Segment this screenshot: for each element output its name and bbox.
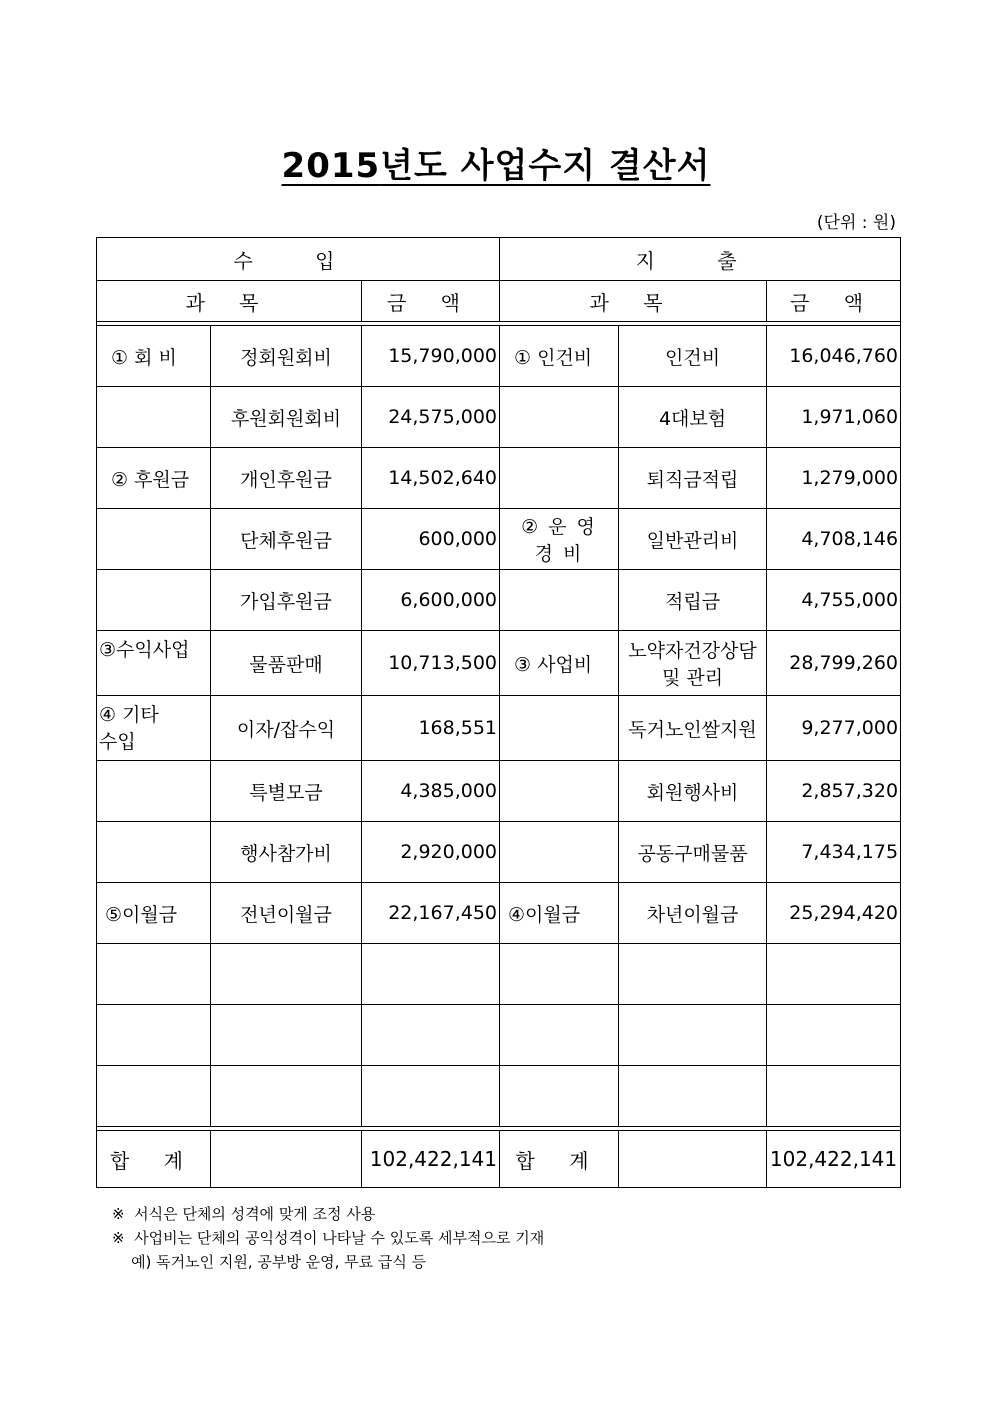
expense-category xyxy=(500,448,619,509)
table-row xyxy=(97,883,901,944)
expense-amount xyxy=(767,944,901,1005)
income-amount: 10,713,500 xyxy=(362,631,500,696)
expense-item xyxy=(619,944,767,1005)
income-item: 특별모금 xyxy=(211,761,362,822)
income-amount: 600,000 xyxy=(362,509,500,570)
title-text: 년도 사업수지 결산서 xyxy=(380,146,711,186)
income-item: 단체후원금 xyxy=(211,509,362,570)
expense-item: 독거노인쌀지원 xyxy=(619,696,767,761)
expense-header: 지 출 xyxy=(500,238,901,281)
income-subject-header: 과 목 xyxy=(97,281,362,322)
income-item xyxy=(211,944,362,1005)
income-category xyxy=(97,570,211,631)
income-category: ⑤이월금 xyxy=(97,883,211,944)
income-amount: 24,575,000 xyxy=(362,387,500,448)
income-item: 물품판매 xyxy=(211,631,362,696)
expense-item: 노약자건강상담 및 관리 xyxy=(619,631,767,696)
income-amount: 2,920,000 xyxy=(362,822,500,883)
expense-category: ① 인건비 xyxy=(500,326,619,387)
expense-item: 회원행사비 xyxy=(619,761,767,822)
table-row xyxy=(97,761,901,822)
expense-subject-header: 과 목 xyxy=(500,281,767,322)
expense-item: 퇴직금적립 xyxy=(619,448,767,509)
table-row xyxy=(97,696,901,761)
expense-amount: 28,799,260 xyxy=(767,631,901,696)
expense-item: 4대보험 xyxy=(619,387,767,448)
table-row xyxy=(97,1005,901,1066)
expense-category xyxy=(500,387,619,448)
total-row xyxy=(97,1131,901,1188)
income-item: 행사참가비 xyxy=(211,822,362,883)
table-row xyxy=(97,1066,901,1127)
table-row xyxy=(97,448,901,509)
income-item xyxy=(211,1005,362,1066)
expense-total-label: 합 계 xyxy=(500,1131,619,1188)
income-total-blank xyxy=(211,1131,362,1188)
expense-item: 인건비 xyxy=(619,326,767,387)
expense-item: 적립금 xyxy=(619,570,767,631)
income-category xyxy=(97,387,211,448)
table-row xyxy=(97,631,901,696)
income-category xyxy=(97,509,211,570)
expense-amount: 25,294,420 xyxy=(767,883,901,944)
income-total-label: 합 계 xyxy=(97,1131,211,1188)
table-row xyxy=(97,822,901,883)
expense-category: ③ 사업비 xyxy=(500,631,619,696)
expense-category xyxy=(500,944,619,1005)
income-category xyxy=(97,1005,211,1066)
title-year: 2015 xyxy=(281,146,381,186)
income-header: 수 입 xyxy=(97,238,500,281)
expense-amount: 4,708,146 xyxy=(767,509,901,570)
expense-item xyxy=(619,1005,767,1066)
table-row xyxy=(97,509,901,570)
table-row xyxy=(97,944,901,1005)
expense-category xyxy=(500,570,619,631)
income-item: 이자/잡수익 xyxy=(211,696,362,761)
expense-category: ② 운 영 경 비 xyxy=(500,509,619,570)
income-item: 가입후원금 xyxy=(211,570,362,631)
income-amount xyxy=(362,1066,500,1127)
expense-amount: 4,755,000 xyxy=(767,570,901,631)
income-category xyxy=(97,761,211,822)
notes xyxy=(112,1202,544,1274)
expense-item: 일반관리비 xyxy=(619,509,767,570)
income-amount xyxy=(362,944,500,1005)
income-item: 후원회원회비 xyxy=(211,387,362,448)
expense-amount xyxy=(767,1066,901,1127)
expense-amount: 7,434,175 xyxy=(767,822,901,883)
income-item: 정회원회비 xyxy=(211,326,362,387)
income-amount: 168,551 xyxy=(362,696,500,761)
note-2: ※ 사업비는 단체의 공익성격이 나타날 수 있도록 세부적으로 기재 xyxy=(112,1229,545,1247)
table-body xyxy=(97,326,901,1127)
income-item: 개인후원금 xyxy=(211,448,362,509)
expense-total-blank xyxy=(619,1131,767,1188)
income-amount xyxy=(362,1005,500,1066)
settlement-table xyxy=(96,237,901,1188)
expense-category xyxy=(500,1005,619,1066)
income-category: ① 회 비 xyxy=(97,326,211,387)
income-amount-header: 금 액 xyxy=(362,281,500,322)
expense-category xyxy=(500,822,619,883)
expense-category xyxy=(500,1066,619,1127)
income-category: ④ 기타 수입 xyxy=(97,696,211,761)
income-amount: 14,502,640 xyxy=(362,448,500,509)
income-amount: 15,790,000 xyxy=(362,326,500,387)
expense-category xyxy=(500,696,619,761)
income-category: ③수익사업 xyxy=(97,631,211,696)
expense-item: 차년이월금 xyxy=(619,883,767,944)
income-category xyxy=(97,1066,211,1127)
income-item: 전년이월금 xyxy=(211,883,362,944)
note-1: ※ 서식은 단체의 성격에 맞게 조정 사용 xyxy=(112,1205,376,1223)
expense-amount: 1,971,060 xyxy=(767,387,901,448)
table-row xyxy=(97,387,901,448)
income-category: ② 후원금 xyxy=(97,448,211,509)
expense-category: ④이월금 xyxy=(500,883,619,944)
expense-category xyxy=(500,761,619,822)
page-title xyxy=(0,138,992,187)
expense-amount: 2,857,320 xyxy=(767,761,901,822)
expense-amount: 9,277,000 xyxy=(767,696,901,761)
table-row xyxy=(97,326,901,387)
expense-total-amount: 102,422,141 xyxy=(767,1131,901,1188)
unit-label: (단위 : 원) xyxy=(816,213,896,233)
expense-amount: 1,279,000 xyxy=(767,448,901,509)
expense-item: 공동구매물품 xyxy=(619,822,767,883)
expense-amount xyxy=(767,1005,901,1066)
income-amount: 22,167,450 xyxy=(362,883,500,944)
income-amount: 6,600,000 xyxy=(362,570,500,631)
income-category xyxy=(97,822,211,883)
expense-amount: 16,046,760 xyxy=(767,326,901,387)
income-total-amount: 102,422,141 xyxy=(362,1131,500,1188)
note-3: 예) 독거노인 지원, 공부방 운영, 무료 급식 등 xyxy=(112,1253,427,1271)
income-category xyxy=(97,944,211,1005)
income-item xyxy=(211,1066,362,1127)
expense-item xyxy=(619,1066,767,1127)
income-amount: 4,385,000 xyxy=(362,761,500,822)
expense-amount-header: 금 액 xyxy=(767,281,901,322)
table-row xyxy=(97,570,901,631)
